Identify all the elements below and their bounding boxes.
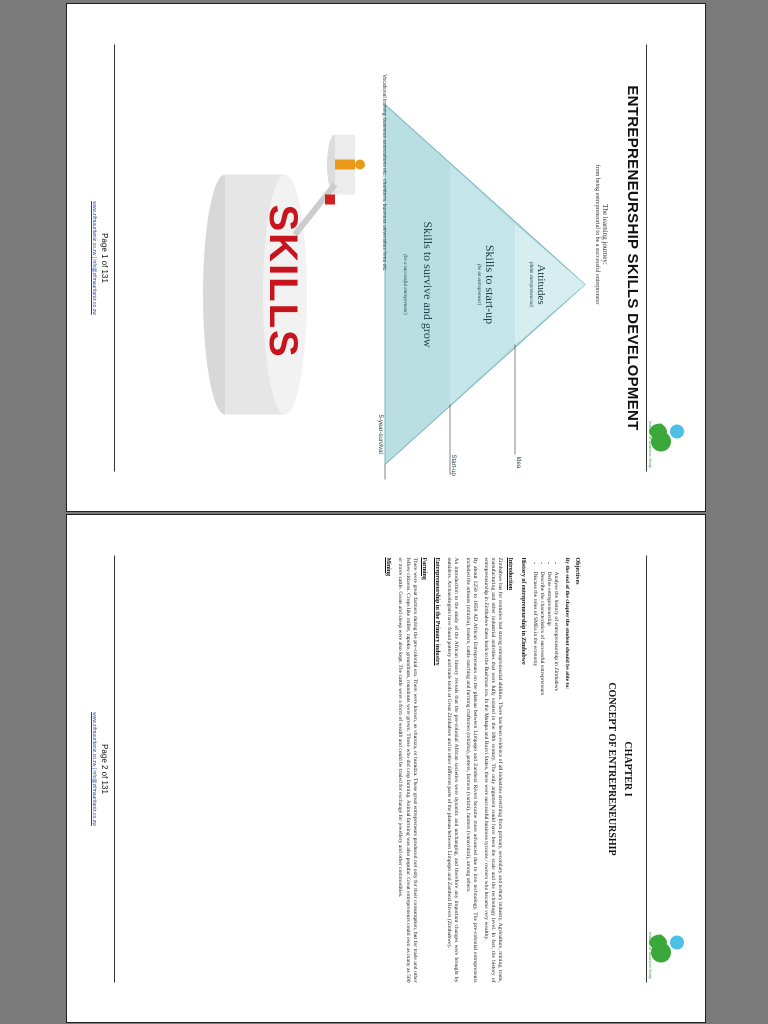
chapter-body — [382, 557, 585, 982]
chapter-number: CHAPTER I — [622, 740, 633, 797]
label-idea: Idea — [515, 456, 521, 468]
document-page-2 — [66, 514, 706, 1023]
page-number: Page 2 of 131 — [100, 743, 109, 794]
pyramid-top: Attitudes — [535, 263, 547, 305]
logo-caption: Institute of Business Study — [648, 420, 653, 468]
journey-title: The learning journey: — [601, 203, 609, 265]
pyramid-top-sub: (think entrepreneurial) — [528, 261, 533, 307]
intro-heading: Introduction — [506, 557, 513, 590]
paragraph: By about 1250 to 1850 AD African Entrepreneurs on the plateau between Limpopo and Zambezi Rivers became more advanced due to iron technology. The pre-colonial entrepreneurs included the artisans (mhizha), traders, cattle ranching and farming craftsmen (mhizha), potters, farmers (varimi), hunters (vanavhimi), among others. — [464, 557, 478, 982]
label-survival: 5-year-survival — [377, 414, 383, 454]
farming-heading: Farming — [421, 557, 428, 580]
footer-rule — [114, 555, 115, 982]
section-heading: History of entrepreneurship in Zimbabwe — [519, 557, 526, 665]
objectives-heading: Objectives — [574, 557, 580, 584]
pyramid-middle: Skills to start-up — [483, 244, 497, 324]
document-page-1 — [66, 3, 706, 512]
pyramid-middle-sub: (be an entrepreneur) — [476, 263, 481, 305]
logo-caption: Institute of Business Study — [648, 931, 653, 979]
skills-word: SKILLS — [261, 204, 305, 359]
pyramid-side-note: Vocational training, business associations etc., chambers, business universities firms etc. — [381, 74, 387, 272]
mining-heading: Mining — [385, 557, 392, 576]
objective-item: • Discuss the roles of SMEs in the economy — [531, 571, 538, 982]
objective-item: • Describe the characteristics of successful entrepreneurs — [538, 571, 545, 982]
document-title: ENTREPRENEURSHIP SKILLS DEVELOPMENT — [624, 84, 641, 431]
objective-item: • Analyse the history of entrepreneurship in Zimbabwe — [552, 571, 559, 982]
objectives-list — [531, 571, 560, 982]
pyramid-bottom-sub: (be a successful entrepreneur) — [402, 253, 407, 315]
objectives-intro: By the end of the chapter the student should be able to: — [564, 557, 571, 689]
footer-rule — [114, 44, 115, 471]
sub-heading: Entrepreneurship in the Primary industry — [434, 557, 441, 666]
objective-item: • Define entrepreneurship — [545, 571, 552, 982]
footer-link[interactable]: www.zifmauritaniz.co.zw | info@zifmauritaniz.co.zw — [91, 711, 97, 826]
learning-journey-pyramid — [375, 74, 595, 494]
chapter-title: CONCEPT OF ENTREPRENEURSHIP — [606, 681, 617, 856]
paragraph: Zimbabwe has for centuries had strong entrepreneurial abilities. There has been evidence of all industries stretching from primary, secondary and tertiary industry. Agriculture, mining, trade, manufacturing and other industrial activities that were fully existed in the 18th century. The only argument could have been the scale and the technology level. In fact, the history of entrepreneurship in Zimbabwe dates back to the Bushman era. In the Mutapa and Rozvi States, there were successful business tycoons / owners who became very wealthy. — [482, 557, 504, 982]
paragraph: An introduction to the study of the African history reveals that the pre-colonial African societies were dynamic and unchanging, and therefore any important changes were brought by outsiders. Archaeologists have found pottery and trade tools at Great Zimbabwe and in other different parts of the plateau between Limpopo and Zambezi Rivers (Zimbabwe). — [446, 557, 460, 982]
journey-subtitle: from being entrepreneurial to be a successful entrepreneur — [594, 164, 600, 304]
header-rule — [646, 555, 647, 982]
pyramid-bottom: Skills to survive and grow — [421, 221, 435, 347]
label-startup: Start-up — [450, 454, 456, 476]
footer-link[interactable]: www.zifmauritaniz.co.zw | info@zifmauritaniz.co.zw — [91, 200, 97, 315]
header-rule — [646, 44, 647, 471]
paragraph: There were great farmers during the pre-colonial era. There were known, as vhuroza, or hurudza. These great entrepreneurs produced not only for their consumption, but for trade and other fellow citizens. Crops like millet, rapoko, groundnuts, roundnuts were grown. Those who did crop farming. Animal farming was also popular. Great entrepreneurs could own as many as 500 or more cattle. Goats and sheep were also kept. The cattle were a form of wealth and could be traded for exchange for jewellery and other commodities. — [397, 557, 418, 982]
page-number: Page 1 of 131 — [100, 232, 109, 283]
